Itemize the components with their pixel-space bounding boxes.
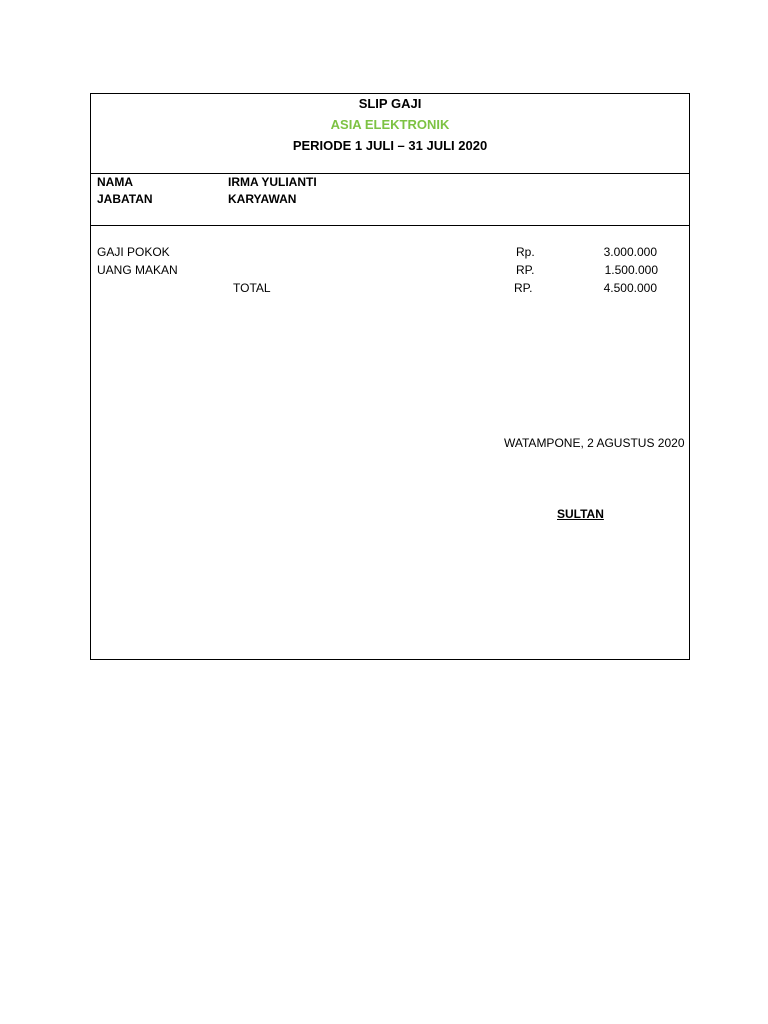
salary-slip bbox=[90, 93, 690, 660]
earning-currency-basic-salary: Rp. bbox=[516, 245, 535, 259]
company-name: ASIA ELEKTRONIK bbox=[330, 117, 450, 132]
earning-label-meal-allowance: UANG MAKAN bbox=[97, 263, 178, 277]
pay-period: PERIODE 1 JULI – 31 JULI 2020 bbox=[292, 138, 488, 153]
slip-header bbox=[91, 94, 689, 174]
name-value: IRMA YULIANTI bbox=[228, 175, 317, 189]
signer-name: SULTAN bbox=[557, 507, 604, 521]
earning-label-basic-salary: GAJI POKOK bbox=[97, 245, 170, 259]
name-label: NAMA bbox=[97, 175, 133, 189]
earning-currency-meal-allowance: RP. bbox=[516, 263, 535, 277]
total-amount: 4.500.000 bbox=[603, 281, 657, 295]
total-label: TOTAL bbox=[233, 281, 271, 295]
earning-amount-basic-salary: 3.000.000 bbox=[603, 245, 657, 259]
employee-info bbox=[91, 174, 689, 226]
earning-amount-meal-allowance: 1.500.000 bbox=[604, 263, 658, 277]
position-value: KARYAWAN bbox=[228, 192, 297, 206]
place-date: WATAMPONE, 2 AGUSTUS 2020 bbox=[504, 436, 685, 450]
slip-title: SLIP GAJI bbox=[358, 96, 422, 111]
total-currency: RP. bbox=[514, 281, 533, 295]
position-label: JABATAN bbox=[97, 192, 153, 206]
